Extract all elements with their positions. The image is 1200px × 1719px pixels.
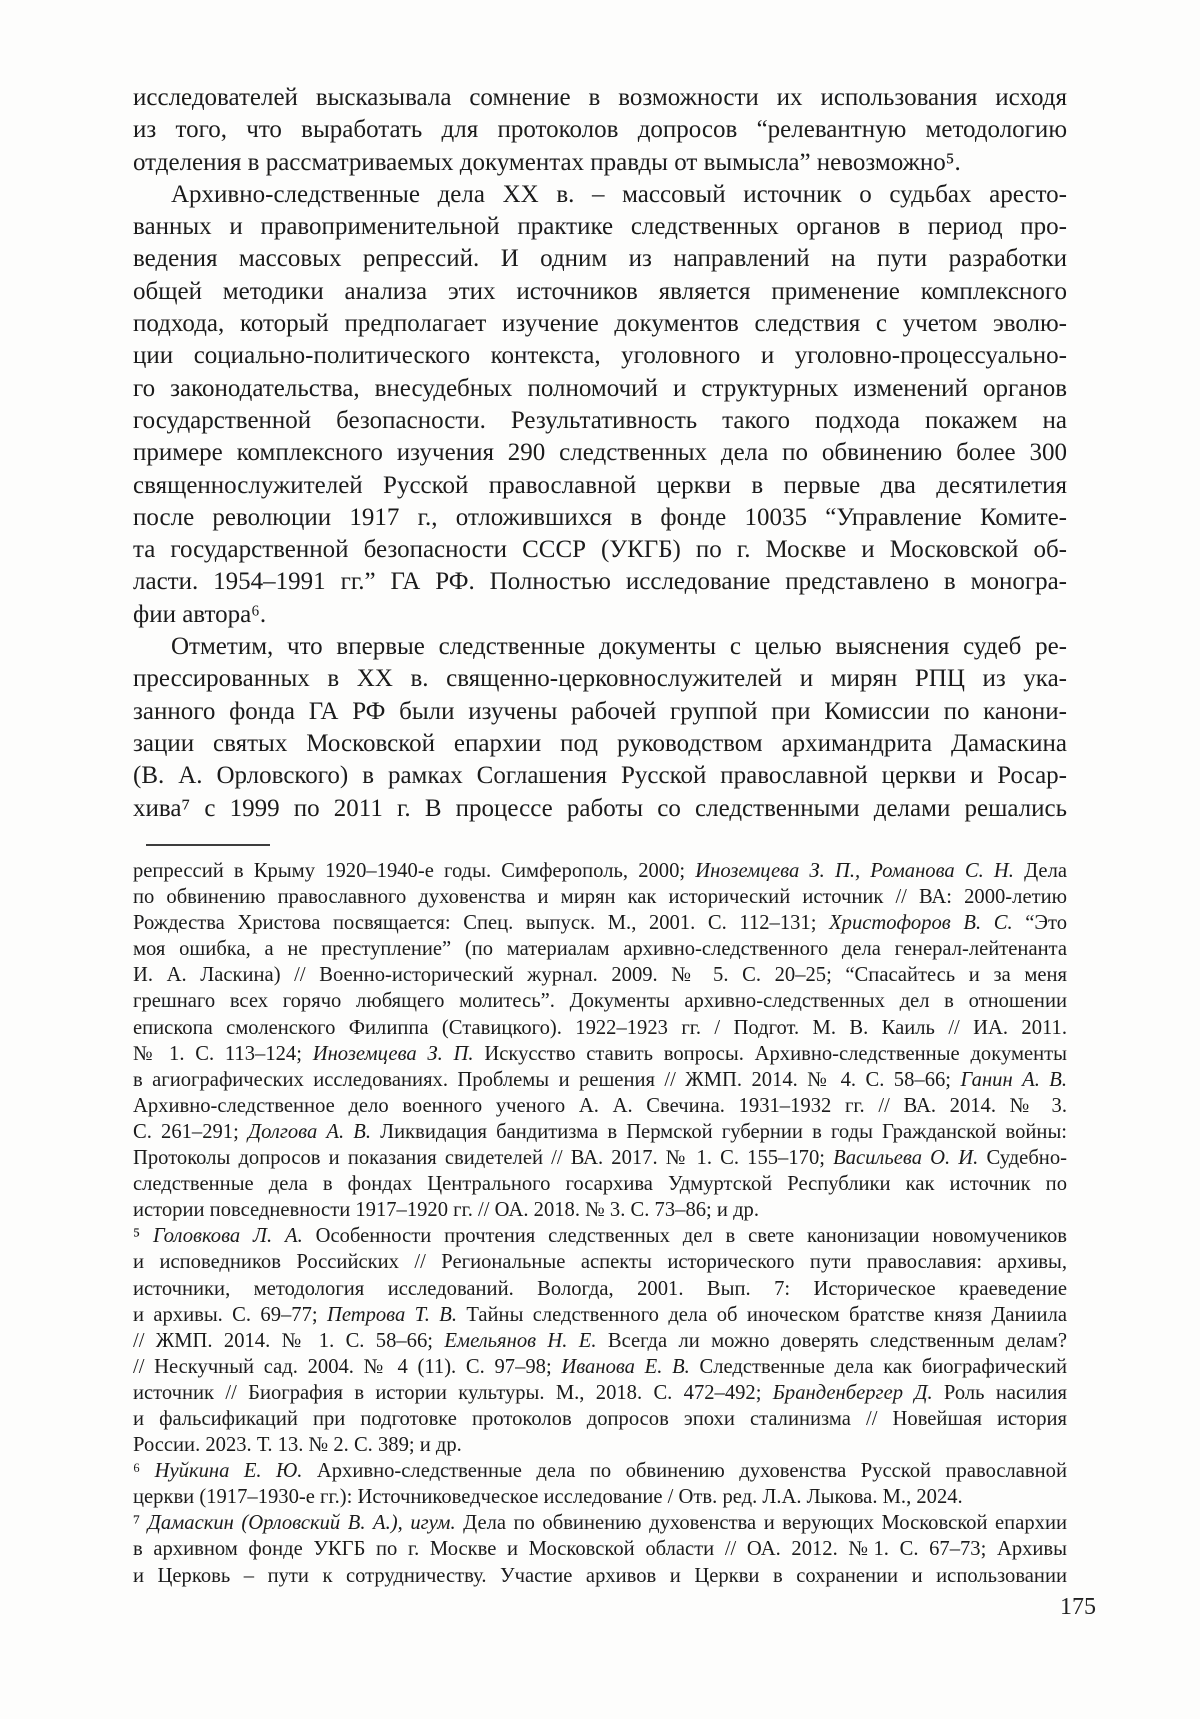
text-line: ванных и правоприменительной практике следственных органов в период про- <box>133 213 1067 241</box>
text-line: (В. А. Орловского) в рамках Соглашения Русской православной церкви и Росар- <box>133 762 1067 790</box>
text-line: по обвинению православного духовенства и мирян как исторический источник // ВА: 2000-летию <box>133 886 1067 909</box>
text-line: и архивы. С. 69–77; Петрова Т. В. Тайны следственного дела об иноческом братстве князя Даниила <box>133 1303 1067 1326</box>
text-line: № 1. С. 113–124; Иноземцева З. П. Искусство ставить вопросы. Архивно-следственные документы <box>133 1042 1067 1065</box>
text-line: Протоколы допросов и показания свидетелей // ВА. 2017. № 1. С. 155–170; Васильева О. И. Судебно- <box>133 1147 1067 1170</box>
text-line: Архивно-следственные дела XX в. – массовый источник о судьбах аресто- <box>171 180 1067 208</box>
footnote-separator <box>146 844 270 846</box>
text-line: ции социально-политического контекста, уголовного и уголовно-процессуально- <box>133 342 1067 370</box>
text-line: и исповедников Российских // Региональные аспекты исторического пути православия: архивы, <box>133 1251 1067 1274</box>
text-line: прессированных в XX в. священно-церковнослужителей и мирян РПЦ из ука- <box>133 665 1067 693</box>
text-line: занного фонда ГА РФ были изучены рабочей группой при Комиссии по канони- <box>133 697 1067 725</box>
text-line: следственные дела в фондах Центрального госархива Удмуртской Республики как источник по <box>133 1173 1067 1196</box>
text-line: и Церковь – пути к сотрудничеству. Участие архивов и Церкви в сохранении и использовании <box>133 1564 1067 1587</box>
text-line: епископа смоленского Филиппа (Ставицкого). 1922–1923 гг. / Подгот. М. В. Каиль // ИА. 2011. <box>133 1016 1067 1039</box>
text-line: репрессий в Крыму 1920–1940-е годы. Симферополь, 2000; Иноземцева З. П., Романова С. Н. Дела <box>133 860 1067 882</box>
paragraph <box>133 82 1067 179</box>
text-line: церкви (1917–1930-е гг.): Источниковедческое исследование / Отв. ред. Л.А. Лыкова. М., 2024. <box>133 1486 963 1509</box>
text-line: Архивно-следственное дело военного ученого А. А. Свечина. 1931–1932 гг. // ВА. 2014. № 3. <box>133 1094 1067 1117</box>
footnote <box>133 1510 1067 1588</box>
text-line: государственной безопасности. Результативность такого подхода покажем на <box>133 406 1067 434</box>
text-line: и фальсификаций при подготовке протоколов допросов эпохи сталинизма // Новейшая история <box>133 1407 1067 1430</box>
paragraph <box>133 631 1067 825</box>
text-line: И. А. Ласкина) // Военно-исторический журнал. 2009. № 5. С. 20–25; “Спасайтесь и за меня <box>133 964 1067 987</box>
text-line: С. 261–291; Долгова А. В. Ликвидация бандитизма в Пермской губернии в годы Гражданской войны: <box>133 1120 1067 1143</box>
footnote <box>133 1458 1067 1510</box>
text-line: истории повседневности 1917–1920 гг. // ОА. 2018. № 3. С. 73–86; и др. <box>133 1199 760 1222</box>
text-line: Рождества Христова посвящается: Спец. выпуск. М., 2001. С. 112–131; Христофоров В. С. “Это <box>133 912 1067 935</box>
footnote <box>133 858 1067 1223</box>
text-line: из того, что выработать для протоколов допросов “релевантную методологию <box>133 116 1067 144</box>
text-line: зации святых Московской епархии под руководством архимандрита Дамаскина <box>133 729 1067 757</box>
text-line: го законодательства, внесудебных полномочий и структурных изменений органов <box>133 374 1067 402</box>
text-line: та государственной безопасности СССР (УКГБ) по г. Москве и Московской об- <box>133 536 1067 564</box>
text-line: // ЖМП. 2014. № 1. С. 58–66; Емельянов Н. Е. Всегда ли можно доверять следственным делам? <box>133 1329 1067 1352</box>
text-line: священнослужителей Русской православной церкви в первые два десятилетия <box>133 471 1067 499</box>
text-line: ⁷ Дамаскин (Орловский В. А.), игум. Дела по обвинению духовенства и верующих Московской епархии <box>133 1512 1067 1535</box>
text-line: ⁶ Нуйкина Е. Ю. Архивно-следственные дела по обвинению духовенства Русской православной <box>133 1460 1067 1483</box>
text-line: исследователей высказывала сомнение в возможности их использования исходя <box>133 84 1067 111</box>
text-line: // Нескучный сад. 2004. № 4 (11). С. 97–98; Иванова Е. В. Следственные дела как биографический <box>133 1355 1067 1378</box>
page-number: 175 <box>1060 1594 1096 1620</box>
text-line: России. 2023. Т. 13. № 2. С. 389; и др. <box>133 1434 462 1457</box>
text-line: ведения массовых репрессий. И одним из направлений на пути разработки <box>133 245 1067 273</box>
footnotes <box>133 858 1067 1589</box>
text-line: отделения в рассматриваемых документах правды от вымысла” невозможно⁵. <box>133 148 961 176</box>
text-line: после революции 1917 г., отложившихся в фонде 10035 “Управление Комите- <box>133 503 1067 531</box>
text-line: примере комплексного изучения 290 следственных дела по обвинению более 300 <box>133 439 1067 467</box>
text-line: источник // Биография в истории культуры. М., 2018. С. 472–492; Бранденбергер Д. Роль насилия <box>133 1381 1067 1404</box>
footnote <box>133 1223 1067 1458</box>
text-line: грешнаго всех горячо любящего молитесь”. Документы архивно-следственных дел в отношении <box>133 990 1067 1013</box>
text-line: фии автора⁶. <box>133 600 267 628</box>
main-text <box>133 82 1067 825</box>
text-line: в агиографических исследованиях. Проблемы и решения // ЖМП. 2014. № 4. С. 58–66; Ганин А. В. <box>133 1068 1067 1091</box>
text-line: источники, методология исследований. Вологда, 2001. Вып. 7: Историческое краеведение <box>133 1277 1067 1300</box>
text-line: моя ошибка, а не преступление” (по материалам архивно-следственного дела генерал-лейтенанта <box>133 938 1067 961</box>
text-line: подхода, который предполагает изучение документов следствия с учетом эволю- <box>133 310 1067 338</box>
text-line: общей методики анализа этих источников является применение комплексного <box>133 277 1067 305</box>
text-line: хива⁷ с 1999 по 2011 г. В процессе работы со следственными делами решались <box>133 794 1067 822</box>
paragraph <box>133 179 1067 631</box>
text-line: Отметим, что впервые следственные документы с целью выяснения судеб ре- <box>171 633 1067 661</box>
text-line: в архивном фонде УКГБ по г. Москве и Московской области // ОА. 2012. №1. С. 67–73; Архивы <box>133 1538 1067 1561</box>
text-line: ласти. 1954–1991 гг.” ГА РФ. Полностью исследование представлено в моногра- <box>133 568 1067 596</box>
text-line: ⁵ Головкова Л. А. Особенности прочтения следственных дел в свете канонизации новомучеников <box>133 1225 1068 1248</box>
